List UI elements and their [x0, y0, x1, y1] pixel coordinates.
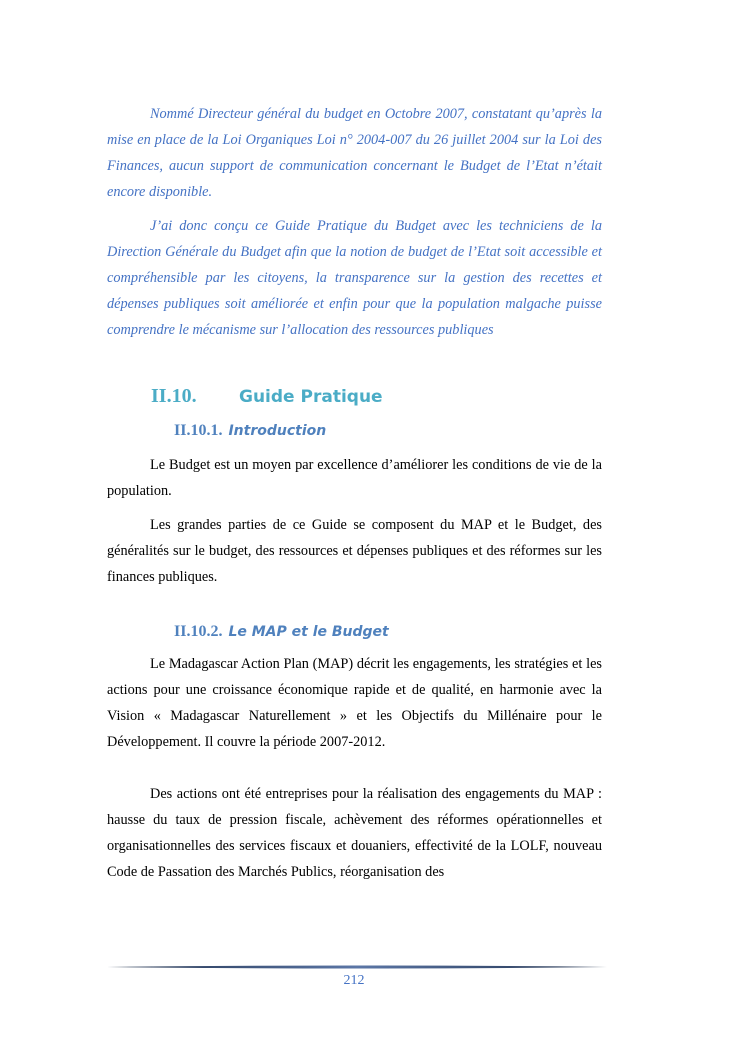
- subsection-2-heading: [174, 621, 389, 643]
- subsection-1-number: II.10.1.: [174, 422, 223, 439]
- subsection-1-paragraph-1: Le Budget est un moyen par excellence d’améliorer les conditions de vie de la population.: [107, 457, 602, 499]
- intro-block: [107, 101, 602, 351]
- subsection-2-body-1: [107, 651, 602, 763]
- intro-paragraph-2: J’ai donc conçu ce Guide Pratique du Budget avec les techniciens de la Direction Générale du Budget afin que la notion de budget de l’Etat soit accessible et compréhensible par les citoyens, la transparence sur la gestion des recettes et dépenses publiques soit améliorée et enfin pour que la population malgache puisse comprendre le mécanisme sur l’allocation des ressources publiques: [107, 218, 602, 338]
- subsection-1-body: [107, 452, 602, 598]
- subsection-1-title: Introduction: [228, 423, 327, 439]
- intro-paragraph-1: Nommé Directeur général du budget en Octobre 2007, constatant qu’après la mise en place de la Loi Organiques Loi n° 2004-007 du 26 juillet 2004 sur la Loi des Finances, aucun support de communication concernant le Budget de l’Etat n’était encore disponible.: [107, 106, 602, 200]
- section-title: Guide Pratique: [239, 387, 383, 407]
- subsection-2-title: Le MAP et le Budget: [228, 624, 389, 640]
- subsection-2-body-2: [107, 781, 602, 893]
- subsection-2-paragraph-1: Le Madagascar Action Plan (MAP) décrit les engagements, les stratégies et les actions pour une croissance économique rapide et de qualité, en harmonie avec la Vision « Madagascar Naturellement » et les Objectifs du Millénaire pour le Développement. Il couvre la période 2007-2012.: [107, 656, 602, 750]
- subsection-2-paragraph-2: Des actions ont été entreprises pour la réalisation des engagements du MAP : hausse du taux de pression fiscale, achèvement des réformes opérationnelles et organisationnelles des services fiscaux et douaniers, effectivité de la LOLF, nouveau Code de Passation des Marchés Publics, réorganisation des: [107, 786, 602, 880]
- subsection-2-number: II.10.2.: [174, 623, 223, 640]
- section-heading: [151, 383, 383, 410]
- page-number: 212: [343, 973, 365, 988]
- footer-divider: [107, 964, 607, 970]
- subsection-1-heading: [174, 420, 326, 442]
- subsection-1-paragraph-2: Les grandes parties de ce Guide se composent du MAP et le Budget, des généralités sur le budget, des ressources et dépenses publiques et des réformes sur les finances publiques.: [107, 517, 602, 585]
- section-number: II.10.: [151, 385, 197, 407]
